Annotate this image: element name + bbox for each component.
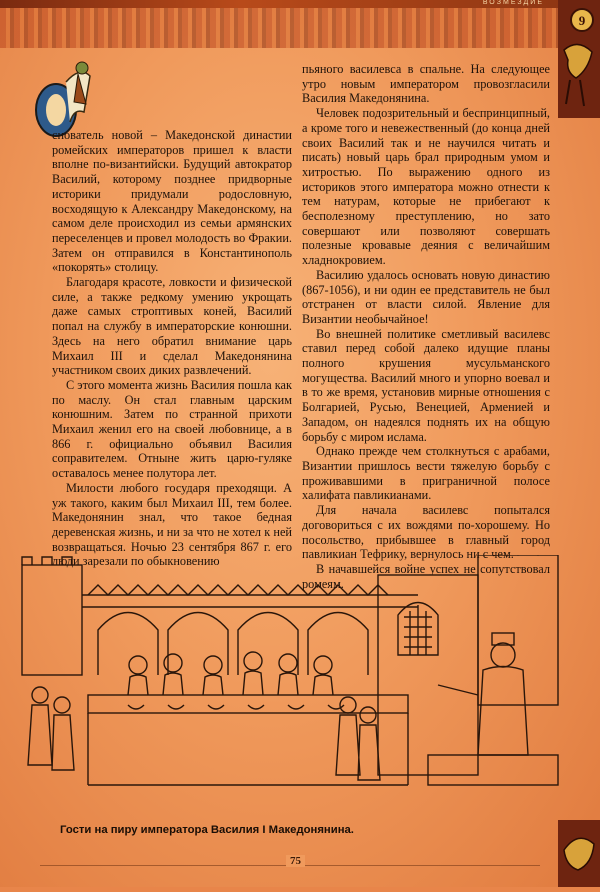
- page-number: 75: [286, 855, 305, 867]
- paragraph: С этого момента жизнь Василия пошла как по маслу. Он стал главным царским конюшним. Затем по странной прихоти Михаил женил его на своей любовнице, а в 866 г. официально объявил Василия соправителем. Отныне жить царю-гуляке оставалось менее полутора лет.: [52, 377, 292, 481]
- paragraph: пьяного василевса в спальне. На следующее утро новым императором провозгласили Василия Македонянина.: [302, 62, 550, 106]
- badge-number: 9: [578, 13, 586, 28]
- top-ornament: [0, 8, 560, 48]
- paragraph: Благодаря красоте, ловкости и физической силе, а также редкому умению укрощать даже самых строптивых коней, Василий попал на службу в императорские конюшни. Здесь на него обратил внимание царь Михаил III и сделал Македонянина участником своих диких развлечений.: [52, 275, 292, 378]
- feast-illustration: [18, 555, 570, 795]
- beast-ornament-icon: [558, 820, 600, 887]
- paragraph: Василию удалось основать новую династию (867-1056), и ни один ее представитель не был отстранен от власти силой. Явление для Византии необычайное!: [302, 267, 550, 326]
- paragraph: В начавшейся войне успех не сопутствовал ромеям.: [302, 561, 550, 591]
- paragraph: Однако прежде чем столкнуться с арабами, Византии пришлось вести тяжелую борьбу с проживавшими в приграничной полосе халифата павликианами.: [302, 444, 550, 503]
- paragraph: снователь новой – Македонской династии ромейских императоров пришел к власти вполне по-византийски. Будущий автократор Василий, которому позднее придворные историки придумали родословную, восходящую к Александру Македонскому, на самом деле происходил из семьи армянских переселенцев и провел молодость во Фракии. Затем он отправился в Константинополь «покорять» столицу.: [52, 128, 292, 275]
- paragraph: Милости любого государя преходящи. А уж такого, каким был Михаил III, тем более. Македонянин знал, что такое бедная деревенская жизнь, и ни за что не хотел к ней возвращаться. Ночью 23 сентября 867 г. его люди зарезали по обыкновению: [52, 480, 292, 569]
- column-left: [52, 128, 292, 569]
- paragraph: Человек подозрительный и беспринципный, а кроме того и невежественный (до конца дней своих Василий так и не научился читать и писать) новый царь брал природным умом и хитростью. По выражению одного из историков этого императора можно отнести к тем натурам, которые не прибегают к бесполезному преступлению, но зато совершают или позволяют совершать полезные кровавые деяния с величайшим хладнокровием.: [302, 106, 550, 268]
- griffin-ornament-icon: [558, 0, 600, 118]
- section-label: ВОЗМЕЗДИЕ: [482, 0, 544, 6]
- paragraph: Во внешней политике сметливый василевс ставил перед собой далеко идущие планы полного крушения мусульманского могущества. Василий много и упорно воевал и в то же время, установив мирные отношения с Болгарией, Русью, Венецией, Арменией и Западом, он надеялся поднять их на общую борьбу с миром ислама.: [302, 326, 550, 444]
- illustration-caption: Гости на пиру императора Василия I Македонянина.: [60, 824, 354, 836]
- column-right: [302, 62, 550, 591]
- top-band: [0, 0, 600, 8]
- paragraph: Для начала василевс попытался договориться с их вождями по-хорошему. Но посольство, прибывшее в главный город павликиан Тефрику, вернулось ни с чем.: [302, 503, 550, 562]
